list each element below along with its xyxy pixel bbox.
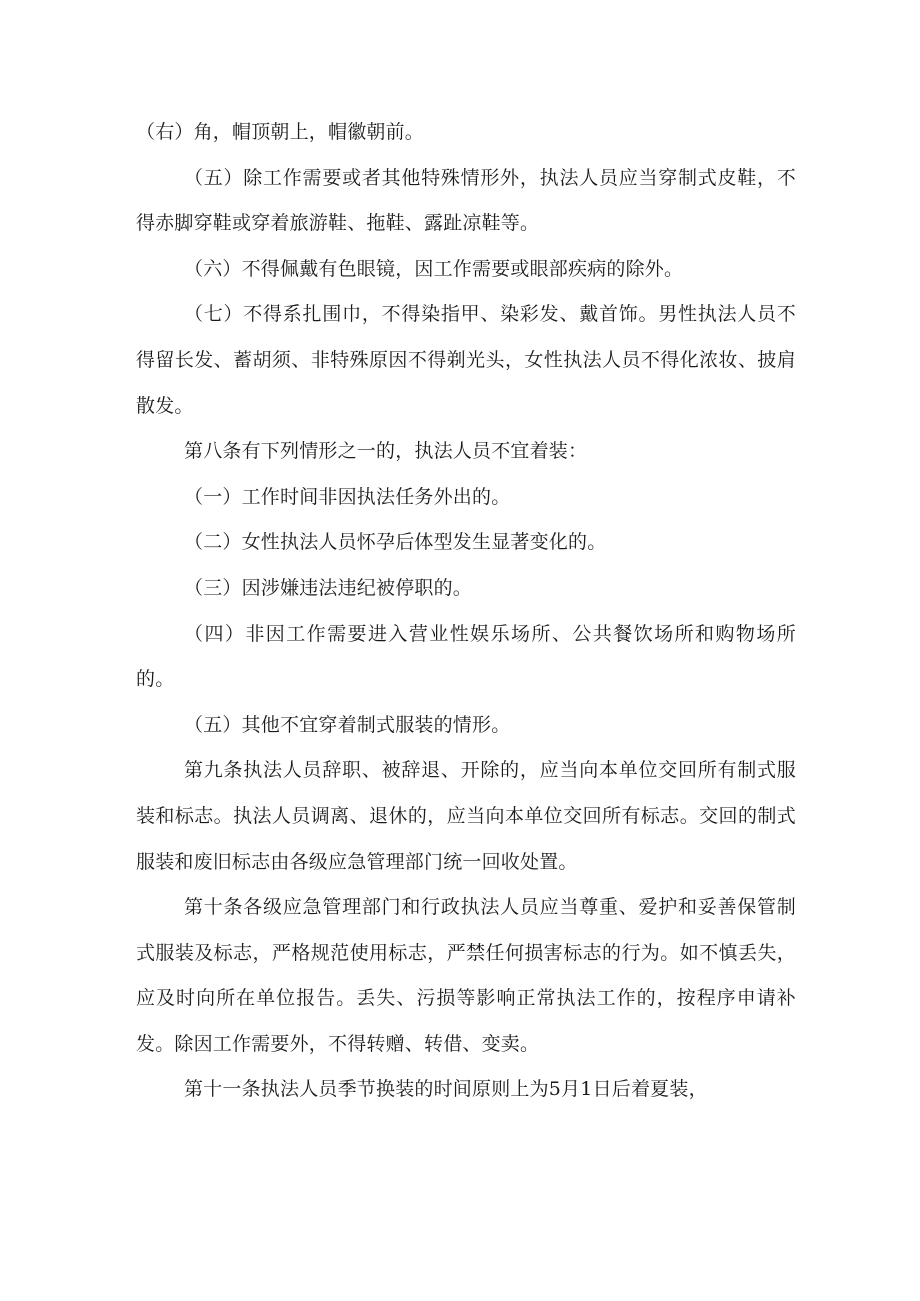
paragraph-article-8-item-2: （二）女性执法人员怀孕后体型发生显著变化的。 [184,531,607,554]
paragraph-article-9: 第九条执法人员辞职、被辞退、开除的，应当向本单位交回所有制式服装和标志。执法人员调离、退休的，应当向本单位交回所有标志。交回的制式服装和废旧标志由各级应急管理部门统一回收处置。 [136,759,796,873]
paragraph-article-10: 第十条各级应急管理部门和行政执法人员应当尊重、爱护和妥善保管制式服装及标志，严格规范使用标志，严禁任何损害标志的行为。如不慎丢失，应及时向所在单位报告。丢失、污损等影响正常执法工作的，按程序申请补发。除因工作需要外，不得转赠、转借、变卖。 [136,896,796,1055]
paragraph-item-6-glasses: （六）不得佩戴有色眼镜，因工作需要或眼部疾病的除外。 [184,257,684,280]
paragraph-article-8-item-5: （五）其他不宜穿着制式服装的情形。 [184,713,511,736]
paragraph-article-8-item-3: （三）因涉嫌违法违纪被停职的。 [184,576,473,599]
paragraph-item-7-appearance: （七）不得系扎围巾，不得染指甲、染彩发、戴首饰。男性执法人员不得留长发、蓄胡须、非特殊原因不得剃光头，女性执法人员不得化浓妆、披肩散发。 [136,303,796,417]
paragraph-article-8-item-1: （一）工作时间非因执法任务外出的。 [184,485,511,508]
paragraph-article-8-item-4: （四）非因工作需要进入营业性娱乐场所、公共餐饮场所和购物场所的。 [136,622,796,691]
paragraph-item-5-shoes: （五）除工作需要或者其他特殊情形外，执法人员应当穿制式皮鞋，不得赤脚穿鞋或穿着旅游鞋、拖鞋、露趾凉鞋等。 [136,166,796,235]
paragraph-hat-angle: （右）角，帽顶朝上，帽徽朝前。 [136,121,425,143]
paragraph-article-8: 第八条有下列情形之一的，执法人员不宜着装： [184,440,588,463]
document-body [136,110,796,1113]
paragraph-article-11: 第十一条执法人员季节换装的时间原则上为5月1日后着夏装， [184,1078,708,1101]
